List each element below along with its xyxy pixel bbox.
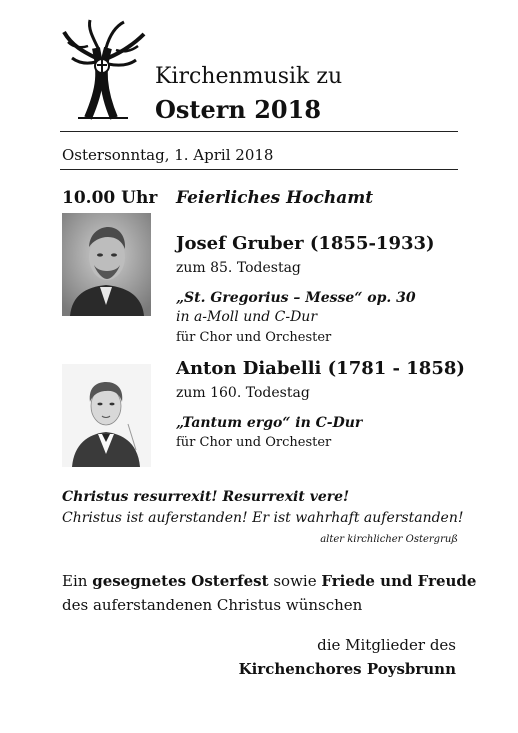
composer-occasion: zum 85. Todestag (176, 260, 301, 276)
title-line2: Ostern 2018 (155, 95, 322, 124)
greeting-note: alter kirchlicher Ostergruß (320, 534, 458, 545)
greeting-latin: Christus resurrexit! Resurrexit vere! (62, 489, 350, 505)
wish-text: Ein (62, 572, 88, 590)
work-forces: für Chor und Orchester (176, 435, 332, 450)
wish-line2: des auferstandenen Christus wünschen (62, 596, 363, 614)
signature-line2: Kirchenchores Poysbrunn (238, 660, 456, 678)
tree-cross-logo-icon (58, 18, 148, 120)
work-key: in a-Moll und C-Dur (176, 309, 318, 325)
composer-name: Josef Gruber (1855-1933) (176, 233, 435, 254)
divider-top (60, 131, 458, 132)
event-date: Ostersonntag, 1. April 2018 (62, 146, 274, 164)
service-name: Feierliches Hochamt (176, 188, 374, 208)
service-time: 10.00 Uhr (62, 188, 158, 208)
wish-highlight: gesegnetes Osterfest (92, 572, 269, 590)
work-forces: für Chor und Orchester (176, 330, 332, 345)
wish-highlight: Friede und Freude (321, 572, 477, 590)
divider-bottom (60, 169, 458, 170)
portrait-photo-icon (62, 213, 151, 316)
wish-text: sowie (273, 572, 317, 590)
composer-occasion: zum 160. Todestag (176, 385, 310, 401)
title-line1: Kirchenmusik zu (155, 64, 343, 89)
greeting-german: Christus ist auferstanden! Er ist wahrhaft auferstanden! (62, 510, 464, 526)
signature-line1: die Mitglieder des (317, 636, 456, 654)
work-title: „St. Gregorius – Messe“ op. 30 (176, 290, 416, 306)
work-title: „Tantum ergo“ in C-Dur (176, 415, 363, 431)
portrait-engraving-icon (62, 364, 151, 467)
composer-name: Anton Diabelli (1781 - 1858) (176, 358, 465, 379)
wish-line1 (62, 572, 476, 590)
